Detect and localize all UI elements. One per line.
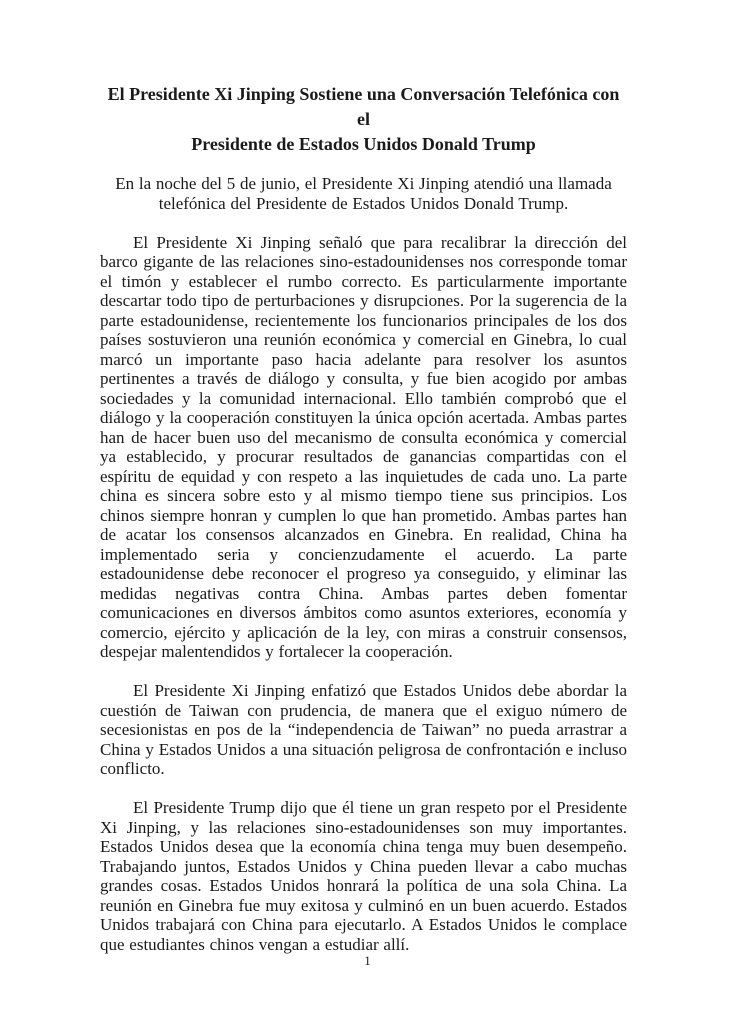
document-title-line-2: Presidente de Estados Unidos Donald Trump (191, 134, 536, 154)
paragraph-lead: En la noche del 5 de junio, el Presidente Xi Jinping atendió una llamada telefónica del Presidente de Estados Unidos Donald Trump. (115, 174, 612, 213)
document-title (100, 82, 627, 157)
document-title-line-1: El Presidente Xi Jinping Sostiene una Conversación Telefónica con el (107, 84, 620, 129)
paragraph-taiwan: El Presidente Xi Jinping enfatizó que Estados Unidos debe abordar la cuestión de Taiwan con prudencia, de manera que el exiguo número de secesionistas en pos de la “independencia de Taiwan” no pueda arrastrar a China y Estados Unidos a una situación peligrosa de confrontación e incluso conflicto. (100, 681, 627, 778)
paragraph-trump-remarks: El Presidente Trump dijo que él tiene un gran respeto por el Presidente Xi Jinping, y las relaciones sino-estadounidenses son muy importantes. Estados Unidos desea que la economía china tenga muy buen desempeño. Trabajando juntos, Estados Unidos y China pueden llevar a cabo muchas grandes cosas. Estados Unidos honrará la política de una sola China. La reunión en Ginebra fue muy exitosa y culminó en un buen acuerdo. Estados Unidos trabajará con China para ejecutarlo. A Estados Unidos le complace que estudiantes chinos vengan a estudiar allí. (100, 798, 627, 954)
paragraph-xi-remarks: El Presidente Xi Jinping señaló que para recalibrar la dirección del barco gigante de las relaciones sino-estadounidenses nos corresponde tomar el timón y establecer el rumbo correcto. Es particularmente importante descartar todo tipo de perturbaciones y disrupciones. Por la sugerencia de la parte estadounidense, recientemente los funcionarios principales de los dos países sostuvieron una reunión económica y comercial en Ginebra, lo cual marcó un importante paso hacia adelante para resolver los asuntos pertinentes a través de diálogo y consulta, y fue bien acogido por ambas sociedades y la comunidad internacional. Ello también comprobó que el diálogo y la cooperación constituyen la única opción acertada. Ambas partes han de hacer buen uso del mecanismo de consulta económica y comercial ya establecido, y procurar resultados de ganancias compartidas con el espíritu de equidad y con respeto a las inquietudes de cada uno. La parte china es sincera sobre esto y al mismo tiempo tiene sus principios. Los chinos siempre honran y cumplen lo que han prometido. Ambas partes han de acatar los consensos alcanzados en Ginebra. En realidad, China ha implementado seria y concienzudamente el acuerdo. La parte estadounidense debe reconocer el progreso ya conseguido, y eliminar las medidas negativas contra China. Ambas partes deben fomentar comunicaciones en diversos ámbitos como asuntos exteriores, economía y comercio, ejército y aplicación de la ley, con miras a construir consensos, despejar malentendidos y fortalecer la cooperación. (100, 232, 627, 661)
document-content (100, 82, 627, 974)
page-number: 1 (364, 953, 371, 968)
